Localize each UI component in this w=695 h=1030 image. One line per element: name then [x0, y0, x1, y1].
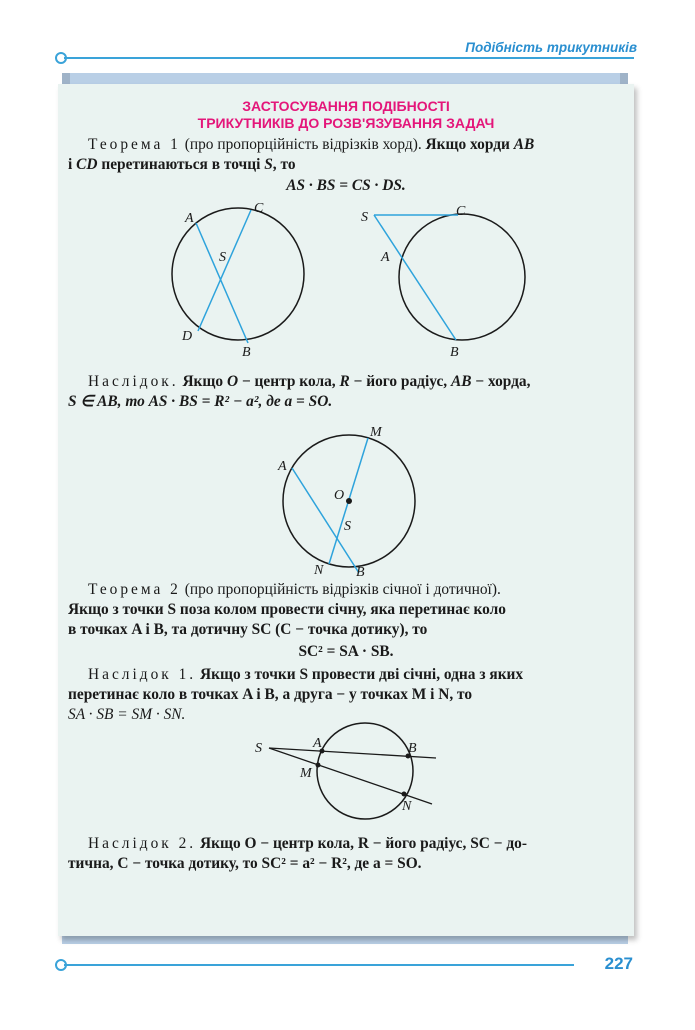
fig2-label-a: A — [278, 459, 287, 474]
theorem1-formula: AS · BS = CS · DS. — [286, 177, 406, 194]
header-rule — [64, 57, 634, 59]
theorem1-cd: CD — [76, 156, 98, 173]
corollary-o: O — [226, 373, 239, 390]
fig3-label-n: N — [402, 799, 412, 814]
fig1-chord-cd — [198, 210, 251, 331]
fig1r-label-c: C — [456, 204, 466, 219]
fig3-label-m: M — [300, 766, 312, 781]
box-title-line1: ЗАСТОСУВАННЯ ПОДІБНОСТІ — [242, 98, 450, 114]
theorem1-text-a: Якщо хорди — [425, 136, 514, 153]
corollary1-label: Наслідок 1. — [88, 666, 197, 683]
corollary-r: R — [339, 373, 350, 390]
corollary-label: Наслідок. — [88, 373, 179, 390]
theorem1-s: S — [264, 156, 273, 173]
fig3-circle — [317, 723, 413, 819]
corollary1-line3: SA · SB = SM · SN. — [68, 706, 186, 723]
fig3-point-n — [402, 792, 407, 797]
corollary-ab: AB — [450, 373, 472, 390]
fig2-label-s: S — [344, 519, 351, 534]
figure-chords — [58, 84, 634, 936]
theorem1-ab: AB — [513, 136, 535, 153]
footer-rule — [64, 964, 574, 966]
theorem2-line3: в точках A і B, та дотичну SC (C − точка дотику), то — [68, 621, 428, 638]
theorem1-note: (про пропорційність відрізків хорд). — [180, 136, 426, 153]
corollary2-line2: тична, C − точка дотику, то SC² = a² − R², де a = SO. — [68, 855, 422, 872]
fig1-label-s: S — [219, 250, 226, 265]
corollary2-line1: Якщо O − центр кола, R − його радіус, SC − до- — [196, 835, 527, 852]
theorem2-label: Теорема 2 — [88, 581, 181, 598]
theorem2-note: (про пропорційність відрізків січної і дотичної). — [180, 581, 501, 598]
fig2-label-n: N — [314, 563, 324, 578]
theorem2-formula: SC² = SA · SB. — [298, 643, 394, 660]
fig3-label-a: A — [313, 736, 322, 751]
fig1-label-b: B — [242, 345, 251, 360]
theorem1-text-c: перетинаються в точці — [97, 156, 265, 173]
corollary1-paragraph — [68, 665, 624, 725]
running-header-title: Подібність трикутників — [465, 40, 637, 55]
corollary2-label: Наслідок 2. — [88, 835, 197, 852]
fig1r-label-a: A — [381, 250, 390, 265]
theorem2-line2: Якщо з точки S поза колом провести січну, яка перетинає коло — [68, 601, 506, 618]
fig1-label-d: D — [182, 329, 193, 344]
fig1r-label-b: B — [450, 345, 459, 360]
theorem2-paragraph — [68, 580, 624, 640]
fig1-right-circle — [399, 214, 525, 340]
corollary2-paragraph — [68, 834, 624, 874]
corollary-text-b: − центр кола, — [238, 373, 340, 390]
corollary1-line1: Якщо з точки S провести дві січні, одна з яких — [196, 666, 524, 683]
fig1-label-c: C — [254, 201, 264, 216]
corollary1-line2: перетинає коло в точках A і B, а друга − у точках M і N, то — [68, 686, 473, 703]
theory-box — [58, 84, 634, 936]
fig3-point-m — [316, 763, 321, 768]
corollary-line2: S ∈ AB, то AS · BS = R² − a², де a = SO. — [68, 393, 333, 410]
box-title-line2: ТРИКУТНИКІВ ДО РОЗВ'ЯЗУВАННЯ ЗАДАЧ — [197, 115, 495, 131]
fig1-label-a: A — [185, 211, 194, 226]
fig3-label-b: B — [408, 741, 417, 756]
fig1-secant-sb — [374, 215, 456, 340]
fig1r-label-s: S — [361, 210, 368, 225]
fig2-label-o: O — [334, 488, 345, 503]
fig1-chord-ab — [196, 223, 248, 343]
corollary-text-c: − його радіус, — [349, 373, 451, 390]
theorem1-label: Теорема 1 — [88, 136, 181, 153]
page-number: 227 — [604, 954, 633, 973]
fig2-label-m: M — [370, 425, 382, 440]
corollary-paragraph — [68, 372, 624, 412]
corollary-text-d: − хорда, — [471, 373, 531, 390]
corollary-text-a: Якщо — [178, 373, 227, 390]
fig2-center-point — [346, 498, 352, 504]
fig2-label-b: B — [356, 565, 365, 580]
fig3-label-s: S — [255, 741, 262, 756]
theorem1-text-d: , то — [272, 156, 296, 173]
theorem1-text-b: і — [68, 156, 77, 173]
